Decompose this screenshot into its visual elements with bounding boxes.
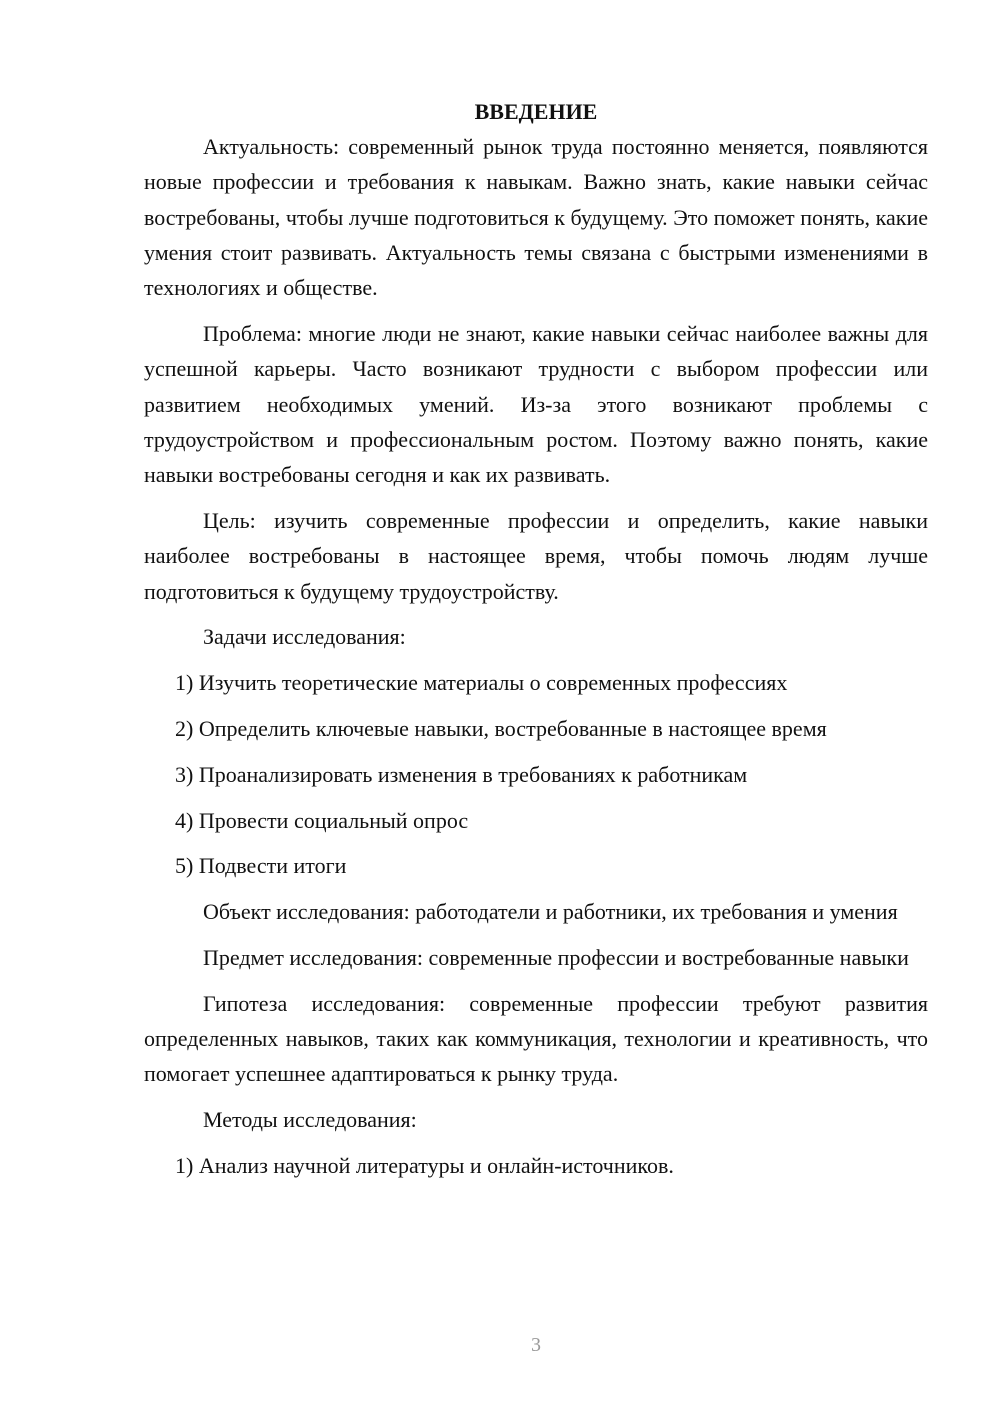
- subject-paragraph: Предмет исследования: современные профессии и востребованные навыки: [203, 944, 909, 970]
- list-item: 1) Анализ научной литературы и онлайн-источников.: [175, 1152, 674, 1178]
- tasks-list: [144, 665, 928, 883]
- list-item: 3) Проанализировать изменения в требованиях к работникам: [175, 761, 748, 787]
- hypothesis-paragraph: Гипотеза исследования: современные профессии требуют развития определенных навыков, таких как коммуникация, технологии и креативность, что помогает успешнее адаптироваться к рынку труда.: [144, 990, 928, 1087]
- list-item: 4) Провести социальный опрос: [175, 807, 469, 833]
- section-title: ВВЕДЕНИЕ: [474, 99, 598, 124]
- goal-paragraph: Цель: изучить современные профессии и определить, какие навыки наиболее востребованы в настоящее время, чтобы помочь людям лучше подготовиться к будущему трудоустройству.: [144, 507, 928, 604]
- list-item: 1) Изучить теоретические материалы о современных профессиях: [175, 670, 788, 696]
- list-item: 5) Подвести итоги: [175, 853, 347, 879]
- methods-heading: Методы исследования:: [203, 1107, 417, 1133]
- page-number: 3: [531, 1334, 541, 1356]
- tasks-heading: Задачи исследования:: [203, 624, 406, 650]
- page-content: [144, 94, 928, 1194]
- list-item: 2) Определить ключевые навыки, востребованные в настоящее время: [175, 715, 827, 741]
- object-paragraph: Объект исследования: работодатели и работники, их требования и умения: [203, 899, 898, 925]
- methods-list: [144, 1148, 928, 1183]
- relevance-paragraph: Актуальность: современный рынок труда постоянно меняется, появляются новые профессии и требования к навыкам. Важно знать, какие навыки сейчас востребованы, чтобы лучше подготовиться к будущему. Это поможет понять, какие умения стоит развивать. Актуальность темы связана с быстрыми изменениями в технологиях и обществе.: [144, 134, 928, 301]
- problem-paragraph: Проблема: многие люди не знают, какие навыки сейчас наиболее важны для успешной карьеры. Часто возникают трудности с выбором профессии или развитием необходимых умений. Из-за этого возникают проблемы с трудоустройством и профессиональным ростом. Поэтому важно понять, какие навыки востребованы сегодня и как их развивать.: [144, 320, 928, 488]
